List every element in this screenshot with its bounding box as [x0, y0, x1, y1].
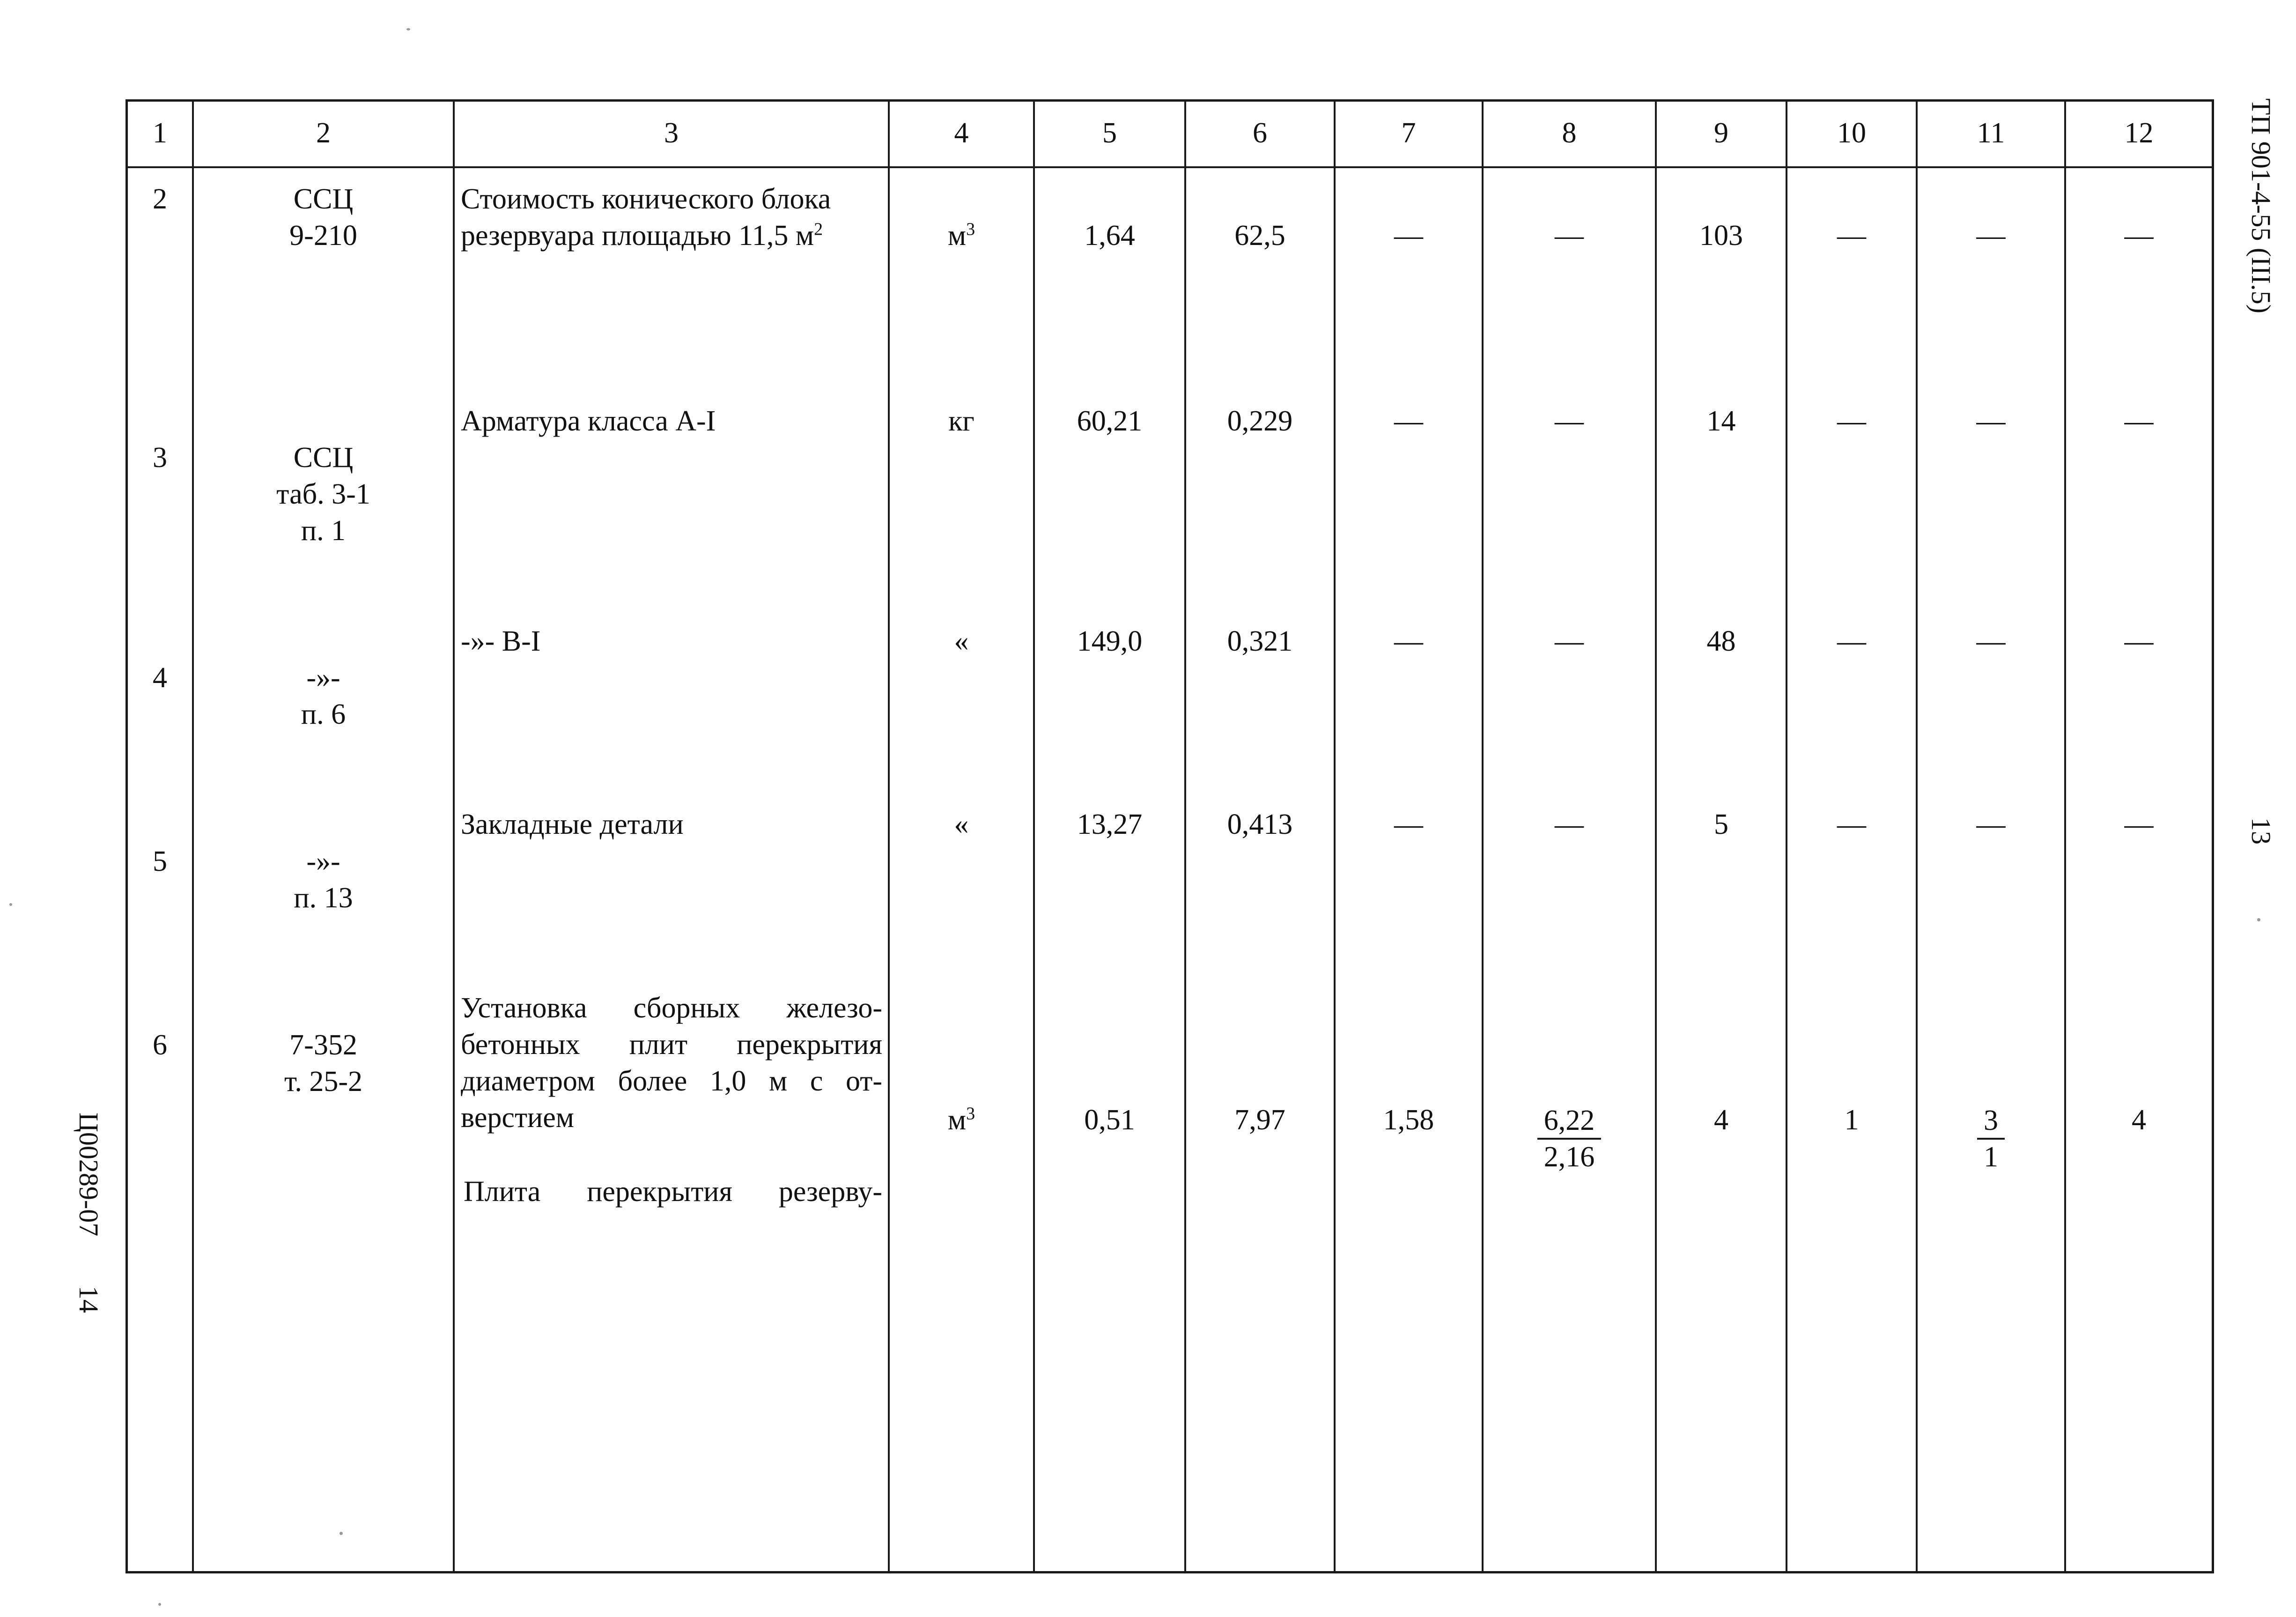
cell-col11: —	[1976, 808, 2006, 840]
fraction-col8	[1484, 1103, 1655, 1174]
description-line: диаметром более 1,0 м с от-	[461, 1065, 882, 1097]
unit: $м^3$	[947, 1104, 975, 1136]
reference-line: п. 6	[301, 698, 346, 730]
cell-col7: —	[1394, 808, 1423, 840]
reference-line: -»-	[306, 846, 340, 877]
column-number: 7	[1401, 117, 1416, 149]
column-number: 10	[1837, 117, 1866, 149]
column-number: 11	[1977, 117, 2005, 149]
cell-col8: —	[1555, 625, 1584, 657]
reference-line: ССЦ	[293, 442, 354, 474]
unit: $м^3$	[947, 219, 975, 252]
reference-line: 7-352	[289, 1029, 357, 1061]
cell-col5: 60,21	[1077, 405, 1143, 437]
reference-line: таб. 3-1	[276, 478, 370, 510]
row-number: 6	[153, 1029, 167, 1061]
row-number: 2	[153, 183, 167, 215]
cell-col9: 14	[1706, 405, 1736, 437]
row-number: 4	[153, 662, 167, 694]
description-line: Закладные детали	[461, 808, 684, 840]
cell-col11: —	[1976, 625, 2006, 657]
column-number: 8	[1562, 117, 1577, 149]
column-number: 12	[2124, 117, 2154, 149]
fraction-denominator: 2,16	[1543, 1141, 1595, 1173]
cell-col10: —	[1837, 808, 1866, 840]
unit: «	[954, 808, 969, 840]
table-border-right	[2212, 99, 2214, 1573]
column-number: 2	[316, 117, 331, 149]
fraction-numerator: 3	[1977, 1103, 2005, 1140]
fraction-numerator: 6,22	[1537, 1103, 1602, 1140]
cell-col8: —	[1555, 405, 1584, 437]
page-number-right: 13	[2246, 817, 2276, 845]
column-number: 1	[153, 117, 167, 149]
description-line: Стоимость конического блока	[461, 183, 831, 215]
document-code: ТП 901-4-55 (III.5)	[2246, 98, 2276, 314]
reference-line: 9-210	[289, 220, 357, 252]
column-number: 4	[954, 117, 969, 149]
cell-col11: —	[1976, 220, 2006, 252]
reference-line: п. 1	[301, 515, 346, 547]
row-number: 3	[153, 442, 167, 474]
cell-col8: —	[1555, 808, 1584, 840]
reference-line: ССЦ	[293, 183, 354, 215]
reference-line: т. 25-2	[284, 1066, 363, 1098]
cell-col10: —	[1837, 220, 1866, 252]
cell-col9: 103	[1699, 220, 1743, 252]
scan-speck	[340, 1532, 343, 1535]
cell-col10: 1	[1844, 1104, 1859, 1136]
fraction-col11	[1918, 1103, 2064, 1174]
cell-col6: 0,413	[1227, 808, 1293, 840]
cell-col7: —	[1394, 220, 1423, 252]
cell-col12: —	[2124, 405, 2154, 437]
cell-col11: —	[1976, 405, 2006, 437]
cell-col9: 48	[1706, 625, 1736, 657]
header-row-divider	[126, 166, 2214, 168]
column-number: 5	[1102, 117, 1117, 149]
cell-col5: 1,64	[1084, 220, 1135, 252]
reference-line: п. 13	[294, 882, 353, 914]
cell-col8: —	[1555, 220, 1584, 252]
row-number: 5	[153, 846, 167, 877]
cell-col10: —	[1837, 625, 1866, 657]
table-border-left	[126, 99, 128, 1573]
cell-col9: 5	[1714, 808, 1728, 840]
page-number-left: 14	[74, 1286, 104, 1313]
column-number: 6	[1253, 117, 1267, 149]
cell-col6: 62,5	[1234, 220, 1285, 252]
description-line: -»- В-I	[461, 625, 541, 657]
column-number: 3	[664, 117, 679, 149]
cell-col7: —	[1394, 405, 1423, 437]
cell-col12: —	[2124, 625, 2154, 657]
cell-col10: —	[1837, 405, 1866, 437]
scan-speck	[2257, 918, 2260, 921]
cell-col5: 0,51	[1084, 1104, 1135, 1136]
column-divider	[192, 99, 194, 1573]
cell-col9: 4	[1714, 1104, 1728, 1136]
description-line: бетонных плит перекрытия	[461, 1029, 882, 1061]
scan-speck	[9, 903, 12, 906]
scan-speck	[158, 1603, 161, 1606]
table-border-top	[126, 99, 2214, 102]
cell-col7: 1,58	[1383, 1104, 1434, 1136]
reference-line: -»-	[306, 662, 340, 694]
archive-code: Ц00289-07	[74, 1113, 104, 1237]
description-line: Плита перекрытия резерву-	[464, 1176, 882, 1208]
fraction-denominator: 1	[1984, 1141, 1998, 1173]
description-line: Установка сборных железо-	[461, 992, 882, 1024]
description-line: Арматура класса А-I	[461, 405, 716, 437]
scan-speck	[406, 28, 410, 30]
unit: кг	[948, 405, 975, 437]
description-line: резервуара площадью 11,5 $м^2$	[461, 219, 823, 252]
cell-col12: 4	[2132, 1104, 2146, 1136]
cell-col12: —	[2124, 808, 2154, 840]
cell-col6: 0,229	[1227, 405, 1293, 437]
cell-col6: 7,97	[1234, 1104, 1285, 1136]
cell-col7: —	[1394, 625, 1423, 657]
cell-col5: 13,27	[1077, 808, 1143, 840]
cell-col6: 0,321	[1227, 625, 1293, 657]
column-divider	[453, 99, 455, 1573]
description-line: верстием	[461, 1102, 574, 1134]
cell-col5: 149,0	[1077, 625, 1143, 657]
column-number: 9	[1714, 117, 1728, 149]
cell-col12: —	[2124, 220, 2154, 252]
unit: «	[954, 625, 969, 657]
table-border-bottom	[126, 1571, 2214, 1573]
